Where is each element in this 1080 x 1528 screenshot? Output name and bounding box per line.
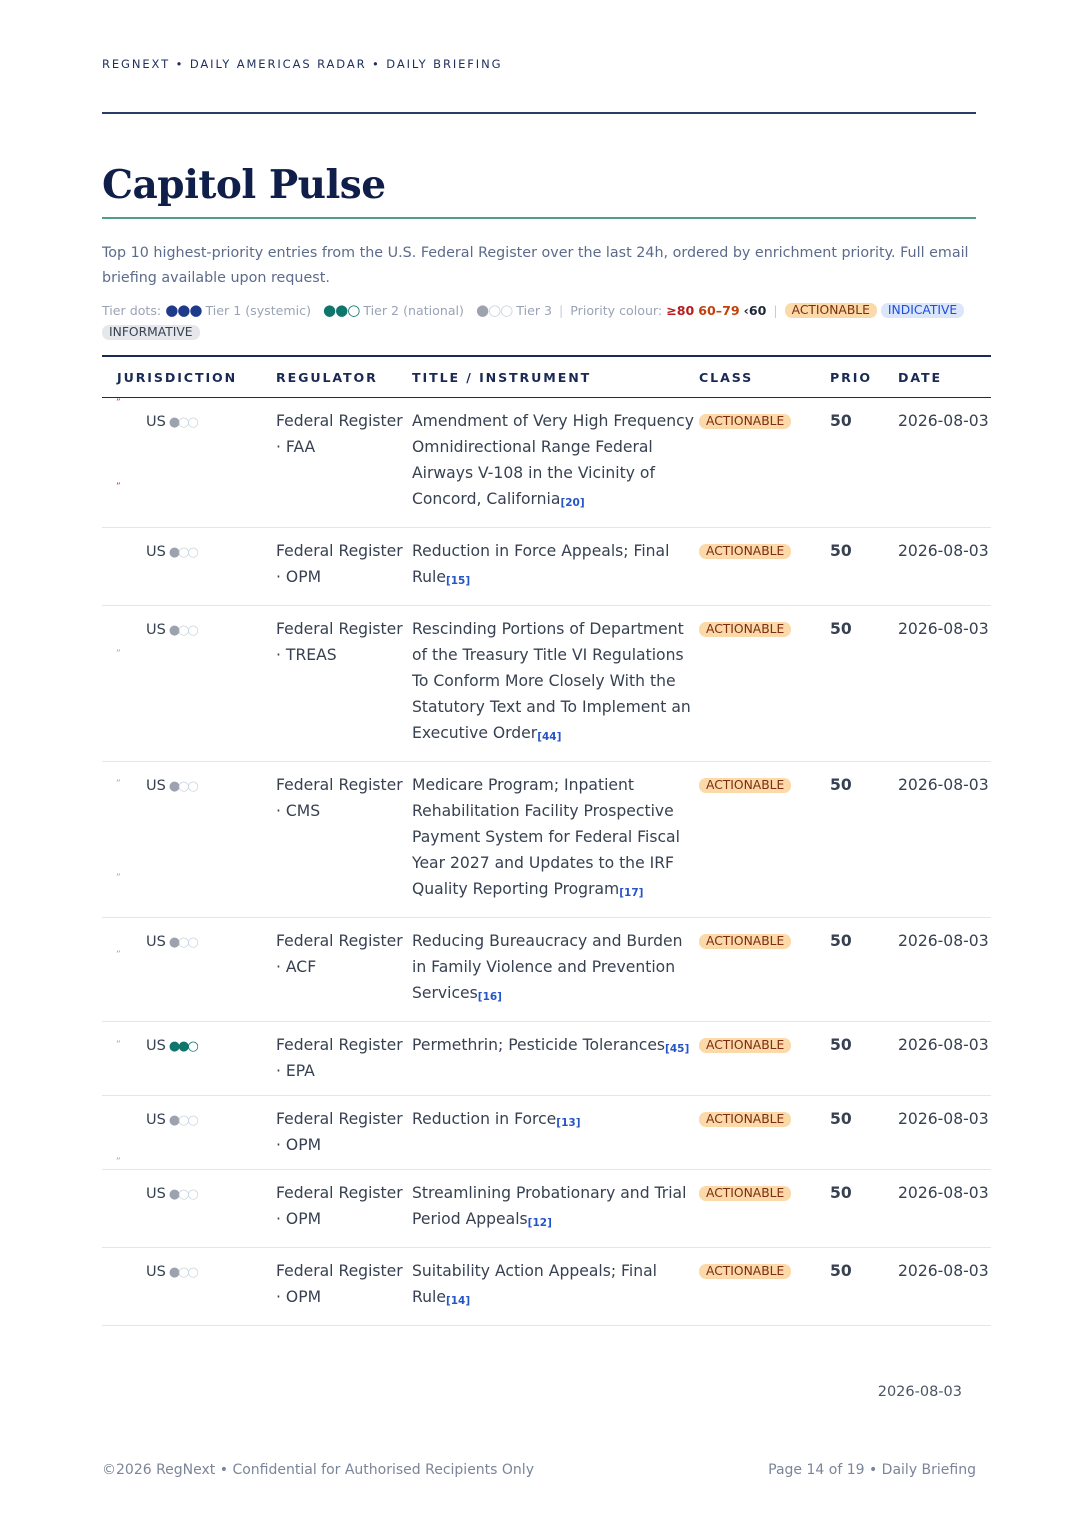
- cell-class: [699, 528, 830, 606]
- col-class: CLASS: [699, 356, 830, 398]
- cell-date: 2026-08-03: [898, 1170, 991, 1248]
- jurisdiction-code: US: [146, 778, 166, 794]
- citation-link[interactable]: [13]: [556, 1117, 581, 1129]
- cell-prio: 50: [830, 1170, 898, 1248]
- cell-regulator: Federal Register · CMS: [276, 762, 412, 918]
- entry-title: Permethrin; Pesticide Tolerances: [412, 1036, 666, 1054]
- cell-jurisdiction: [102, 398, 276, 528]
- col-title: TITLE / INSTRUMENT: [412, 356, 699, 398]
- running-head: REGNEXT • DAILY AMERICAS RADAR • DAILY BRIEFING: [102, 57, 503, 71]
- priority-high: ≥80: [666, 303, 695, 318]
- priority-mid: 60–79: [698, 303, 740, 318]
- cell-regulator: Federal Register · OPM: [276, 1170, 412, 1248]
- cell-jurisdiction: [102, 1248, 276, 1326]
- cell-jurisdiction: [102, 762, 276, 918]
- cell-prio: 50: [830, 606, 898, 762]
- class-badge: ACTIONABLE: [699, 544, 791, 559]
- legend-actionable-badge: ACTIONABLE: [785, 303, 877, 318]
- margin-mark: ”: [116, 1040, 121, 1050]
- cell-prio: 50: [830, 528, 898, 606]
- jurisdiction-code: US: [146, 544, 166, 560]
- tier-dots-icon: ●○○: [168, 1265, 197, 1280]
- tier-dots-icon: ●○○: [168, 779, 197, 794]
- margin-mark: ”: [116, 482, 121, 492]
- cell-regulator: Federal Register · OPM: [276, 528, 412, 606]
- cell-jurisdiction: [102, 1022, 276, 1096]
- cell-jurisdiction: [102, 528, 276, 606]
- cell-prio: 50: [830, 1096, 898, 1170]
- cell-jurisdiction: [102, 918, 276, 1022]
- jurisdiction-code: US: [146, 1112, 166, 1128]
- cell-regulator: Federal Register · ACF: [276, 918, 412, 1022]
- cell-regulator: Federal Register · OPM: [276, 1096, 412, 1170]
- cell-jurisdiction: [102, 1170, 276, 1248]
- legend-tier1: Tier 1 (systemic): [205, 303, 312, 318]
- legend-separator: |: [559, 303, 564, 318]
- table-row: [102, 1096, 991, 1170]
- citation-link[interactable]: [45]: [665, 1043, 690, 1055]
- tier2-dots-icon: ●●○: [323, 301, 360, 319]
- tier-dots-icon: ●○○: [168, 623, 197, 638]
- tier-dots-icon: ●○○: [168, 415, 197, 430]
- cell-title: [412, 606, 699, 762]
- cell-jurisdiction: [102, 606, 276, 762]
- cell-regulator: Federal Register · TREAS: [276, 606, 412, 762]
- citation-link[interactable]: [14]: [445, 1295, 471, 1307]
- entry-title: Streamlining Probationary and Trial Period Appeals: [412, 1184, 687, 1228]
- citation-link[interactable]: [20]: [560, 497, 585, 509]
- jurisdiction-code: US: [146, 414, 166, 430]
- table-row: [102, 398, 991, 528]
- cell-title: [412, 1096, 699, 1170]
- footer-page-info: Page 14 of 19 • Daily Briefing: [768, 1462, 976, 1478]
- cell-prio: 50: [830, 1022, 898, 1096]
- margin-mark: ”: [116, 649, 121, 659]
- cell-date: 2026-08-03: [898, 1096, 991, 1170]
- header-divider: [102, 112, 976, 114]
- table-row: [102, 528, 991, 606]
- legend-informative-badge: INFORMATIVE: [102, 325, 200, 340]
- tier-dots-icon: ●○○: [168, 935, 197, 950]
- trailing-date: 2026-08-03: [877, 1384, 962, 1400]
- citation-link[interactable]: [44]: [537, 731, 562, 743]
- cell-prio: 50: [830, 918, 898, 1022]
- class-badge: ACTIONABLE: [699, 1112, 791, 1127]
- margin-mark: ”: [116, 950, 121, 960]
- cell-prio: 50: [830, 1248, 898, 1326]
- intro-text: Top 10 highest-priority entries from the U.S. Federal Register over the last 24h, ordered by enrichment priority. Full email briefing available upon request.: [102, 245, 969, 286]
- col-prio: PRIO: [830, 356, 898, 398]
- cell-prio: 50: [830, 762, 898, 918]
- legend-tier-label: Tier dots:: [102, 303, 162, 318]
- cell-title: [412, 762, 699, 918]
- entry-title: Medicare Program; Inpatient Rehabilitation Facility Prospective Payment System for Federal Fiscal Year 2027 and Updates to the IRF Quality Reporting Program: [412, 776, 680, 898]
- jurisdiction-code: US: [146, 1264, 166, 1280]
- citation-link[interactable]: [16]: [477, 991, 502, 1003]
- cell-class: [699, 1170, 830, 1248]
- citation-link[interactable]: [17]: [619, 887, 644, 899]
- table-row: [102, 762, 991, 918]
- cell-class: [699, 606, 830, 762]
- cell-date: 2026-08-03: [898, 762, 991, 918]
- cell-class: [699, 762, 830, 918]
- citation-link[interactable]: [15]: [445, 575, 471, 587]
- cell-class: [699, 1248, 830, 1326]
- cell-class: [699, 918, 830, 1022]
- legend-tier3: Tier 3: [516, 303, 553, 318]
- table-row: [102, 1170, 991, 1248]
- cell-title: [412, 918, 699, 1022]
- title-underline: [102, 217, 976, 219]
- legend-priority-label: Priority colour:: [570, 303, 663, 318]
- priority-low: ‹60: [743, 303, 767, 318]
- margin-mark: ”: [116, 779, 121, 789]
- cell-date: 2026-08-03: [898, 606, 991, 762]
- cell-title: [412, 1022, 699, 1096]
- cell-date: 2026-08-03: [898, 1022, 991, 1096]
- cell-title: [412, 1248, 699, 1326]
- jurisdiction-code: US: [146, 622, 166, 638]
- cell-title: [412, 1170, 699, 1248]
- table-row: [102, 918, 991, 1022]
- margin-mark: ”: [116, 398, 121, 408]
- cell-date: 2026-08-03: [898, 1248, 991, 1326]
- class-badge: ACTIONABLE: [699, 934, 791, 949]
- class-badge: ACTIONABLE: [699, 414, 791, 429]
- margin-mark: ”: [116, 1157, 121, 1167]
- page-title: Capitol Pulse: [102, 162, 386, 208]
- cell-class: [699, 398, 830, 528]
- class-badge: ACTIONABLE: [699, 622, 791, 637]
- cell-class: [699, 1022, 830, 1096]
- cell-title: [412, 528, 699, 606]
- col-date: DATE: [898, 356, 991, 398]
- entry-title: Reducing Bureaucracy and Burden in Family Violence and Prevention Services: [412, 932, 683, 1002]
- entry-title: Suitability Action Appeals; Final Rule: [412, 1262, 657, 1306]
- table-row: [102, 1022, 991, 1096]
- legend: [102, 299, 976, 344]
- cell-date: 2026-08-03: [898, 398, 991, 528]
- entries-table: [102, 355, 991, 1326]
- cell-prio: 50: [830, 398, 898, 528]
- cell-regulator: Federal Register · OPM: [276, 1248, 412, 1326]
- entry-title: Reduction in Force Appeals; Final Rule: [412, 542, 670, 586]
- jurisdiction-code: US: [146, 1038, 166, 1054]
- legend-tier2: Tier 2 (national): [363, 303, 464, 318]
- cell-date: 2026-08-03: [898, 528, 991, 606]
- cell-class: [699, 1096, 830, 1170]
- margin-mark: ”: [116, 873, 121, 883]
- citation-link[interactable]: [12]: [527, 1217, 552, 1229]
- tier-dots-icon: ●○○: [168, 1113, 197, 1128]
- entry-title: Reduction in Force: [412, 1110, 557, 1128]
- entry-title: Amendment of Very High Frequency Omnidirectional Range Federal Airways V-108 in the Vicinity of Concord, California: [412, 412, 694, 508]
- cell-regulator: Federal Register · FAA: [276, 398, 412, 528]
- cell-date: 2026-08-03: [898, 918, 991, 1022]
- table-row: [102, 606, 991, 762]
- entry-title: Rescinding Portions of Department of the Treasury Title VI Regulations To Conform More Closely With the Statutory Text and To Implement an Executive Order: [412, 620, 691, 742]
- jurisdiction-code: US: [146, 934, 166, 950]
- class-badge: ACTIONABLE: [699, 778, 791, 793]
- footer-copyright: ©2026 RegNext • Confidential for Authorised Recipients Only: [102, 1462, 534, 1478]
- col-jurisdiction: JURISDICTION: [102, 356, 276, 398]
- table-row: [102, 1248, 991, 1326]
- legend-indicative-badge: INDICATIVE: [881, 303, 964, 318]
- cell-regulator: Federal Register · EPA: [276, 1022, 412, 1096]
- class-badge: ACTIONABLE: [699, 1186, 791, 1201]
- jurisdiction-code: US: [146, 1186, 166, 1202]
- table-header-row: [102, 356, 991, 398]
- legend-separator: |: [773, 303, 778, 318]
- cell-title: [412, 398, 699, 528]
- class-badge: ACTIONABLE: [699, 1264, 791, 1279]
- tier1-dots-icon: ●●●: [165, 301, 202, 319]
- tier-dots-icon: ●●○: [168, 1039, 197, 1054]
- col-regulator: REGULATOR: [276, 356, 412, 398]
- tier3-dots-icon: ●○○: [475, 301, 513, 319]
- tier-dots-icon: ●○○: [168, 1187, 197, 1202]
- cell-jurisdiction: [102, 1096, 276, 1170]
- tier-dots-icon: ●○○: [168, 545, 197, 560]
- class-badge: ACTIONABLE: [699, 1038, 791, 1053]
